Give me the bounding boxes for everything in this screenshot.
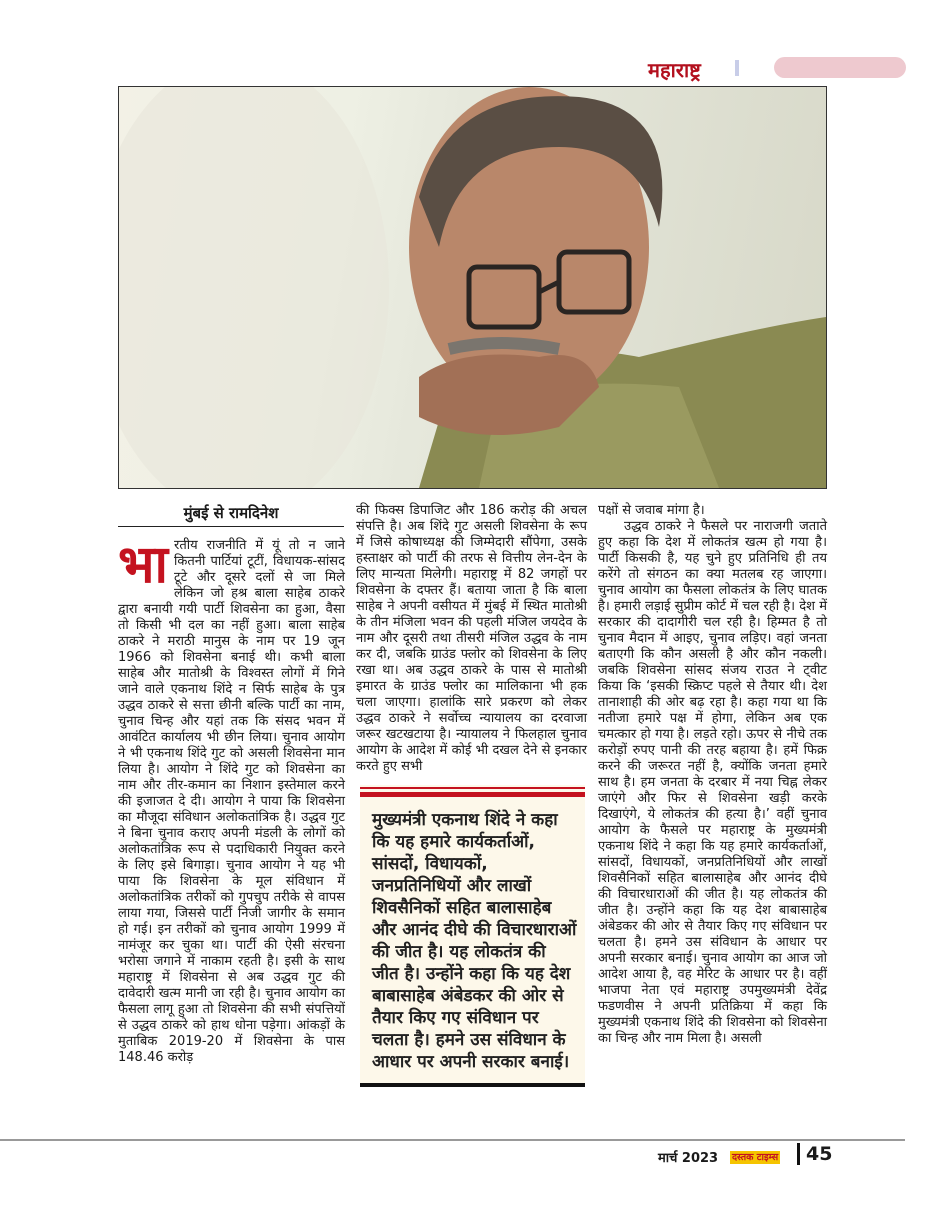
- column-2-text: की फिक्स डिपाजिट और 186 करोड़ की अचल संपत्ति है। अब शिंदे गुट असली शिवसेना के रूप में जिसे कोषाध्यक्ष की जिम्मेदारी सौंपेगा, उसके हस्ताक्षर को पार्टी की तरफ से वित्तीय लेन-देन के लिए मान्यता मिलेगी। महाराष्ट्र में 82 जगहों पर शिवसेना के दफ्तर हैं। बताया जाता है कि बाला साहेब ने अपनी वसीयत में मुंबई में स्थित मातोश्री के तीन मंजिला भवन की पहली मंजिल जयदेव के नाम और दूसरी तथा तीसरी मंजिल उद्धव के नाम कर दी, जबकि ग्राउंड फ्लोर को शिवसेना के लिए रखा था। अब उद्धव ठाकरे के पास से मातोश्री इमारत के ग्राउंड फ्लोर का मालिकाना भी हक चला जाएगा। हालांकि सारे प्रकरण को लेकर उद्धव ठाकरे ने सर्वोच्च न्यायालय का दरवाजा जरूर खटखटाया है। न्यायालय ने फिलहाल चुनाव आयोग के आदेश में कोई भी दखल देने से इनकार करते हुए सभी: [356, 503, 587, 774]
- header-separator: [735, 60, 739, 76]
- article-column-2-stack: [356, 503, 587, 1087]
- article-column-1: [118, 535, 345, 1066]
- article-column-3: [598, 503, 827, 1047]
- footer-separator: [797, 1143, 800, 1165]
- magazine-logo: दस्तक टाइम्स: [732, 1152, 779, 1163]
- quote-rule: [360, 792, 585, 797]
- pull-quote-text: मुख्यमंत्री एकनाथ शिंदे ने कहा कि यह हमारे कार्यकर्ताओं, सांसदों, विधायकों, जनप्रतिनिधियों और लाखों शिवसैनिकों सहित बालासाहेब और आनंद दीघे की विचारधाराओं की जीत है। यह लोकतंत्र की जीत है। उन्होंने कहा कि यह देश बाबासाहेब अंबेडकर की ओर से तैयार किए गए संविधान पर चलता है। हमने उस संविधान के आधार पर अपनी सरकार बनाई।: [372, 810, 577, 1072]
- column-3-text-a: पक्षों से जवाब मांगा है।: [598, 503, 705, 518]
- issue-date: मार्च 2023: [658, 1151, 719, 1166]
- byline: मुंबई से रामदिनेश: [118, 503, 344, 527]
- header-pill-decoration: [774, 57, 906, 78]
- quote-rule: [360, 787, 585, 789]
- column-1-text: रतीय राजनीति में यूं तो न जाने कितनी पार्टियां टूटीं, विधायक-सांसद टूटे और दूसरे दलों से जा मिले लेकिन जो हश्र बाला साहेब ठाकरे द्वारा बनायी गयी पार्टी शिवसेना का हुआ, वैसा तो किसी भी दल का नहीं हुआ। बाला साहेब ठाकरे ने मराठी मानुस के नाम पर 19 जून 1966 को शिवसेना बनाई थी। कभी बाला साहेब और मातोश्री के विश्वस्त लोगों में गिने जाने वाले एकनाथ शिंदे न सिर्फ साहेब के पुत्र उद्धव ठाकरे से सत्ता छीनी बल्कि पार्टी का नाम, चुनाव चिन्ह और यहां तक कि संसद भवन में आवंटित कार्यालय भी छीन लिया। चुनाव आयोग ने भी एकनाथ शिंदे गुट को असली शिवसेना मान लिया है। आयोग ने शिंदे गुट को शिवसेना का नाम और तीर-कमान का निशान इस्तेमाल करने की इजाजत दे दी। आयोग ने पाया कि शिवसेना का मौजूदा संविधान अलोकतांत्रिक है। उद्धव गुट ने बिना चुनाव कराए अपनी मंडली के लोगों को अलोकतांत्रिक रूप से पदाधिकारी नियुक्त करने के लिए इसे बिगाड़ा। चुनाव आयोग ने यह भी पाया कि शिवसेना के मूल संविधान में अलोकतांत्रिक तरीकों को गुपचुप तरीके से वापस लाया गया, जिससे पार्टी निजी जागीर के समान हो गई। इन तरीकों को चुनाव आयोग 1999 में नामंजूर कर चुका था। पार्टी की ऐसी संरचना भरोसा जगाने में नाकाम रहती है। इसी के साथ महाराष्ट्र में शिवसेना से अब उद्धव गुट की दावेदारी खत्म मानी जा रही है। चुनाव आयोग का फैसला लागू हुआ तो शिवसेना की सभी संपत्तियों से उद्धव ठाकरे को हाथ धोना पड़ेगा। आंकड़ों के मुताबिक 2019-20 में शिवसेना के पास 148.46 करोड़: [118, 538, 345, 1065]
- footer-rule: [0, 1139, 905, 1141]
- article-photo: [118, 86, 827, 489]
- page-number: 45: [806, 1143, 833, 1165]
- section-title: महाराष्ट्र: [648, 58, 701, 82]
- article-column-2: [356, 503, 587, 775]
- drop-cap: भा: [118, 535, 169, 595]
- pull-quote-box: [360, 785, 585, 1087]
- column-3-text-b: उद्धव ठाकरे ने फैसले पर नाराजगी जताते हुए कहा कि देश में लोकतंत्र खत्म हो गया है। पार्टी किसकी है, यह चुने हुए प्रतिनिधि ही तय करेंगे तो संगठन का क्या मतलब रह जाएगा। चुनाव आयोग का फैसला लोकतंत्र के लिए घातक है। हमारी लड़ाई सुप्रीम कोर्ट में चल रही है। देश में सरकार की दादागीरी चल रही है। हिम्मत है तो चुनाव मैदान में आइए, चुनाव लड़िए। वहां जनता बताएगी कि कौन असली है और कौन नकली। जबकि शिवसेना सांसद संजय राउत ने ट्वीट किया कि ‘इसकी स्क्रिप्ट पहले से तैयार थी। देश तानाशाही की ओर बढ़ रहा है। कहा गया था कि नतीजा हमारे पक्ष में होगा, लेकिन अब एक चमत्कार हो गया है। लड़ते रहो। ऊपर से नीचे तक करोड़ों रुपए पानी की तरह बहाया है। हमें फिक्र करने की जरूरत नहीं है, क्योंकि जनता हमारे साथ है। हम जनता के दरबार में नया चिह्न लेकर जाएंगे और फिर से शिवसेना खड़ी करके दिखाएंगे, ये लोकतंत्र की हत्या है।’ वहीं चुनाव आयोग के फैसले पर महाराष्ट्र के मुख्यमंत्री एकनाथ शिंदे ने कहा कि यह हमारे कार्यकर्ताओं, सांसदों, विधायकों, जनप्रतिनिधियों और लाखों शिवसैनिकों सहित बालासाहेब और आनंद दीघे की विचारधाराओं की जीत है। यह लोकतंत्र की जीत है। उन्होंने कहा कि यह देश बाबासाहेब अंबेडकर की ओर से तैयार किए गए संविधान पर चलता है। हमने उस संविधान के आधार पर अपनी सरकार बनाई। चुनाव आयोग का आज जो आदेश आया है, वह मेरिट के आधार पर है। वहीं भाजपा नेता एवं महाराष्ट्र उपमुख्यमंत्री देवेंद्र फडणवीस ने अपनी प्रतिक्रिया में कहा कि मुख्यमंत्री एकनाथ शिंदे की शिवसेना को शिवसेना का चिन्ह और नाम मिला है। असली: [598, 519, 827, 1046]
